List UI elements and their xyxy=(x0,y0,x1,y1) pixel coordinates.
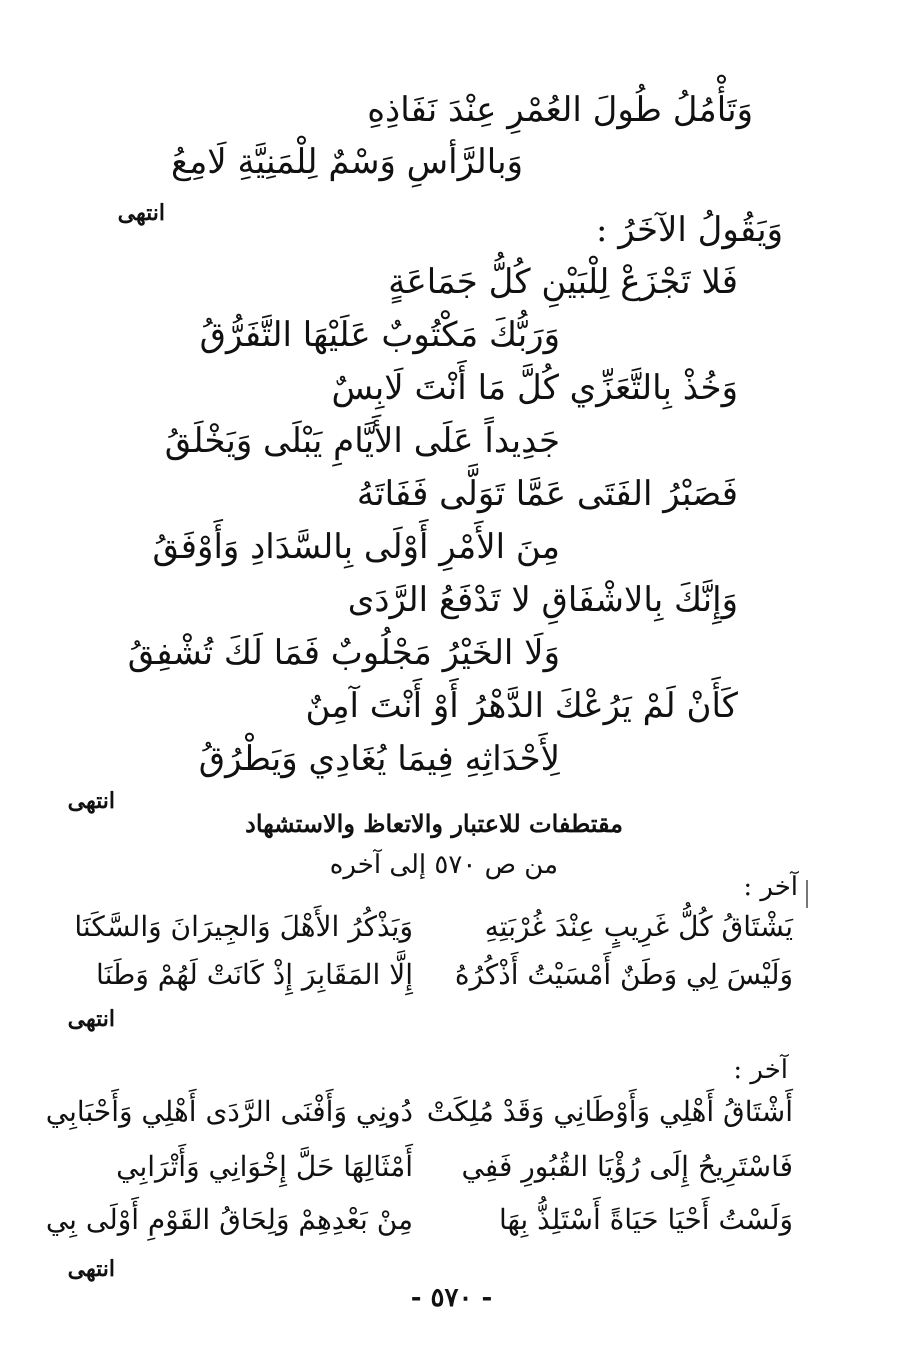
verse-line: جَدِيداً عَلَى الأَيَّامِ يَبْلَى وَيَخْلَقُ xyxy=(164,421,560,461)
couplet-first-hemistich: أَشْتَاقُ أَهْلِي وَأَوْطَانِي وَقَدْ مُلِكَتْ xyxy=(426,1095,793,1128)
margin-mark xyxy=(806,880,808,908)
verse-line: فَصَبْرُ الفَتَى عَمَّا تَوَلَّى فَفَاتَهُ xyxy=(356,474,738,514)
page-number: - ٥٧٠ - xyxy=(410,1283,493,1313)
couplet-first-hemistich: وَلَيْسَ لِي وَطَنٌ أَمْسَيْتُ أَذْكُرُهُ xyxy=(454,958,793,991)
couplet-second-hemistich: مِنْ بَعْدِهِمْ وَلِحَاقُ القَوْمِ أَوْلَى بِي xyxy=(45,1203,413,1236)
verse-line: وَلَا الخَيْرُ مَجْلُوبٌ فَمَا لَكَ تُشْفِقُ xyxy=(127,633,560,673)
end-marker: انتهى xyxy=(67,788,115,814)
end-marker: انتهى xyxy=(67,1006,115,1032)
section-title: مقتطفات للاعتبار والاتعاظ والاستشهاد xyxy=(245,809,623,838)
verse-line: وَرَبُّكَ مَكْتُوبٌ عَلَيْهَا التَّفَرُّقُ xyxy=(199,315,560,355)
couplet-second-hemistich: أَمْثَالِهَا حَلَّ إِخْوَانِي وَأَتْرَابِي xyxy=(116,1150,413,1183)
section-subtitle: من ص ٥٧٠ إلى آخره xyxy=(329,850,558,880)
verse-line: كَأَنْ لَمْ يَرُعْكَ الدَّهْرُ أَوْ أَنْتَ آمِنٌ xyxy=(305,686,738,726)
verse-line: فَلا تَجْزَعْ لِلْبَيْنِ كُلُّ جَمَاعَةٍ xyxy=(388,262,738,302)
couplet-first-hemistich: وَلَسْتُ أَحْيَا حَيَاةً أَسْتَلِذُّ بِهَا xyxy=(498,1203,793,1236)
verse-line: مِنَ الأَمْرِ أَوْلَى بِالسَّدَادِ وَأَوْفَقُ xyxy=(152,527,560,567)
section-intro: وَيَقُولُ الآخَرُ : xyxy=(595,210,783,250)
end-marker: انتهى xyxy=(117,200,165,226)
verse-line: وَخُذْ بِالتَّعَزِّي كُلَّ مَا أَنْتَ لَابِسٌ xyxy=(331,368,738,408)
end-marker: انتهى xyxy=(67,1256,115,1282)
couplet-second-hemistich: دُونِي وَأَفْنَى الرَّدَى أَهْلِي وَأَحْبَابِي xyxy=(45,1095,413,1128)
couplet-first-hemistich: فَاسْتَرِيحُ إِلَى رُؤْيَا القُبُورِ فَفِي xyxy=(461,1150,793,1183)
verse-line: وَإِنَّكَ بِالاشْفَاقِ لا تَدْفَعُ الرَّدَى xyxy=(347,580,738,620)
couplet-second-hemistich: وَيَذْكُرُ الأَهْلَ وَالجِيرَانَ وَالسَّكَنَا xyxy=(74,910,413,943)
verse-line: وَتَأْمُلُ طُولَ العُمْرِ عِنْدَ نَفَاذِهِ xyxy=(367,90,753,130)
poem-label: آخر : xyxy=(743,872,798,902)
couplet-first-hemistich: يَشْتَاقُ كُلُّ غَرِيبٍ عِنْدَ غُرْبَتِهِ xyxy=(484,910,793,943)
couplet-second-hemistich: إِلَّا المَقَابِرَ إِذْ كَانَتْ لَهُمْ وَطَنَا xyxy=(96,958,413,991)
verse-line: لِأَحْدَاثِهِ فِيمَا يُغَادِي وَيَطْرُقُ xyxy=(198,739,560,779)
verse-line: وَبالرَّأسِ وَسْمٌ لِلْمَنِيَّةِ لَامِعُ xyxy=(171,142,523,182)
poem-label: آخر : xyxy=(733,1055,788,1085)
